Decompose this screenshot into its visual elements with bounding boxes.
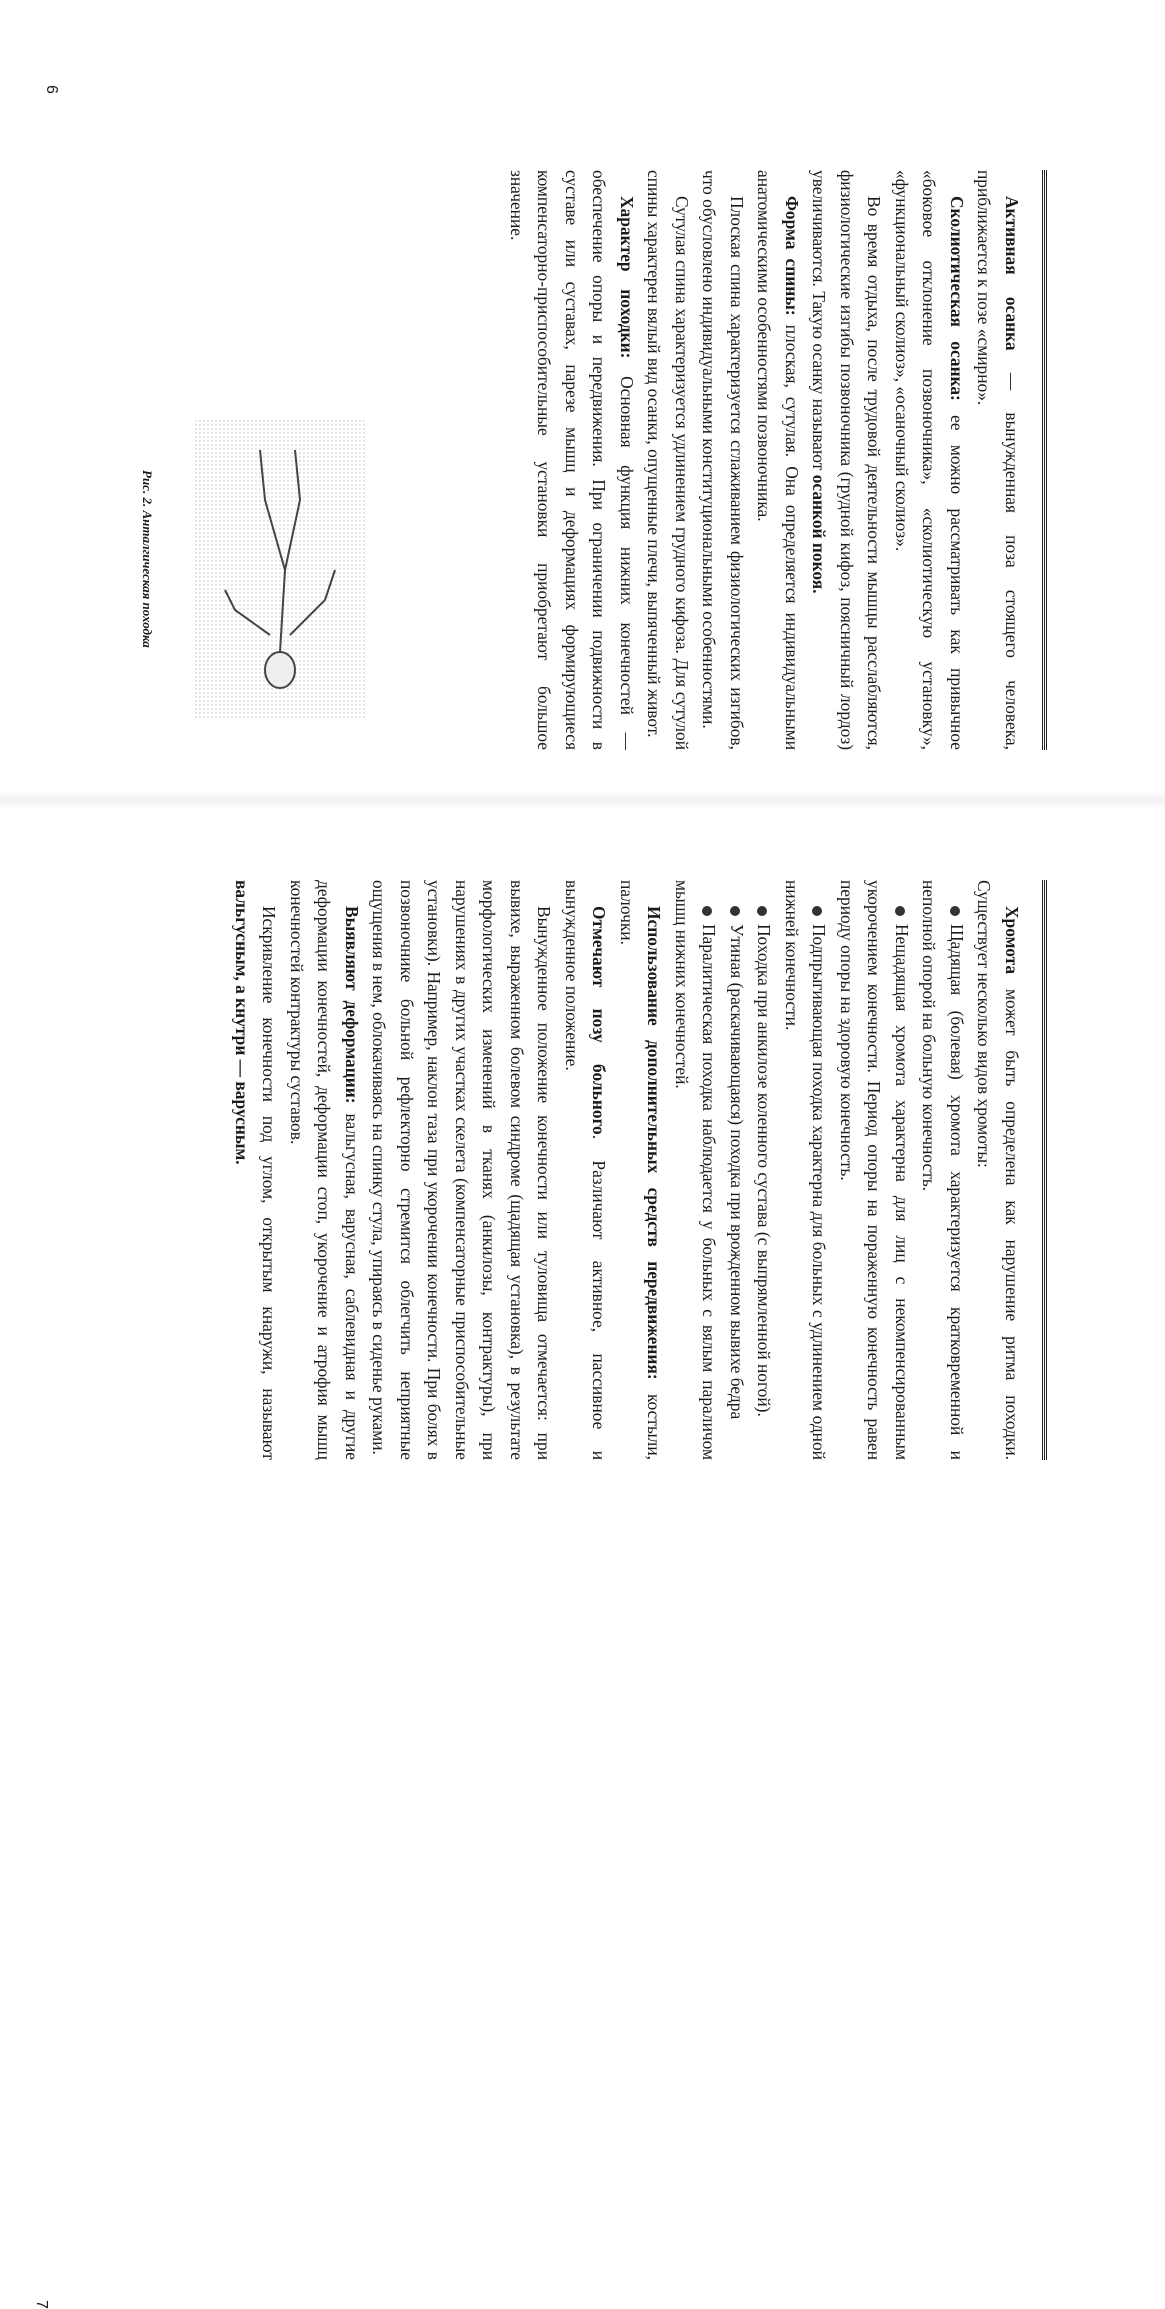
- left-text-column: [503, 170, 1026, 750]
- term-deformities: Выявляют деформации:: [342, 906, 362, 1104]
- term-limp: Хромота: [1002, 906, 1022, 975]
- paragraph-text: ее можно рассматривать как привычное «боковое отклонение позвоночника», «сколиотическую установку», «функциональный сколиоз», «осаночный сколиоз».: [892, 170, 967, 750]
- term-scoliotic-posture: Сколиотическая осанка:: [947, 196, 967, 401]
- term-valgus-varus: вальгусным, а кнутри — варусным.: [232, 880, 252, 1165]
- bullet-icon: [758, 906, 768, 916]
- bullet-icon: [703, 906, 713, 916]
- paragraph-text: вальгусная, варусная, саблевидная и другие деформации конечностей, деформации стоп, укорочение и атрофия мышц конечностей контрактуры суставов.: [287, 880, 362, 1460]
- bullet-text: Походка при анкилозе коленного сустава (с выпрямленной ногой).: [754, 924, 775, 1417]
- right-text-column: [228, 880, 1026, 1460]
- top-rule: [1041, 880, 1047, 1460]
- bullet-text: Подпрыгивающая походка характерна для больных с удлинением одной нижней конечности.: [782, 880, 830, 1460]
- paragraph-text: . Различают активное, пассивное и вынужденное положение.: [562, 880, 610, 1461]
- term-back-shape: Форма спины:: [782, 196, 802, 316]
- antalgic-gait-figure: [185, 400, 385, 730]
- figure-caption: Рис. 2. Анталгическая походка: [140, 470, 155, 648]
- paragraph-text: Основная функция нижних конечностей — обеспечение опоры и передвижения. При ограничении подвижности в суставе или суставах, парезе мышц и деформациях формирующиеся компенсаторно-приспособительные установки приобретают большое значение.: [507, 170, 637, 750]
- bullet-icon: [730, 906, 740, 916]
- term-rest-posture: осанкой покоя.: [809, 474, 830, 594]
- page-number-right: 7: [33, 2300, 50, 2309]
- paragraph-text: — вынужденная поза стоящего человека, приближается к позе «смирно».: [974, 170, 1022, 750]
- page-number-left: 6: [43, 85, 60, 94]
- paragraph-text: плоская, сутулая. Она определяется индивидуальными анатомическими особенностями позвоночника.: [754, 170, 802, 750]
- paragraph-text: Во время отдыха, после трудовой деятельности мышцы расслабляются, физиологические изгибы позвоночника (грудной кифоз, поясничный лордоз) увеличиваются. Такую осанку называют: [809, 170, 885, 750]
- paragraph-text: костыли, палочки.: [617, 880, 665, 1460]
- paragraph-text: Плоская спина характеризуется сглаживанием физиологических изгибов, что обусловлено индивидуальными конституциональными особенностями.: [699, 170, 747, 750]
- right-page: [0, 800, 1165, 2309]
- term-aids: Использование дополнительных средств передвижения:: [644, 906, 665, 1380]
- bullet-text: Щадящая (болевая) хромота характеризуется кратковременной и неполной опорой на больную конечность.: [919, 880, 967, 1460]
- top-rule: [1041, 170, 1047, 750]
- paragraph-text: Вынужденное положение конечности или туловища отмечается: при вывихе, выраженном болевом синдроме (щадящая установка), в результате морфологических изменений в тканях (анкилозы, контрактуры), при нарушениях в других участках скелета (компенсаторные приспособительные установки). Например, наклон таза при укорочении конечности. При болях в позвоночнике больной рефлекторно стремится облегчить неприятные ощущения в нем, облокачиваясь на спинку стула, упираясь в сиденье руками.: [369, 880, 555, 1460]
- bullet-text: Утиная (раскачивающаяся) походка при врожденном вывихе бедра: [727, 924, 747, 1420]
- paragraph-text: Искривление конечности под углом, открытым кнаружи, называют: [259, 906, 280, 1460]
- bullet-icon: [895, 906, 905, 916]
- term-gait: Характер походки:: [617, 196, 637, 359]
- left-page: [0, 0, 1165, 800]
- bullet-text: Нещадящая хромота характерна для лиц с некомпенсированным укорочением конечности. Период опоры на пораженную конечность равен периоду опоры на здоровую конечность.: [837, 880, 912, 1460]
- bullet-icon: [813, 906, 823, 916]
- term-patient-pose: Отмечают позу больного: [589, 906, 610, 1135]
- paragraph-text: Сутулая спина характеризуется удлинением грудного кифоза. Для сутулой спины характерен вялый вид осанки, опущенные плечи, выпяченный живот.: [644, 170, 692, 750]
- term-active-posture: Активная осанка: [1002, 196, 1022, 351]
- paragraph-text: может быть определена как нарушение ритма походки. Существует несколько видов хромоты:: [974, 880, 1022, 1460]
- bullet-icon: [950, 906, 960, 916]
- bullet-text: Паралитическая походка наблюдается у больных с вялым параличом мышц нижних конечностей.: [672, 880, 720, 1460]
